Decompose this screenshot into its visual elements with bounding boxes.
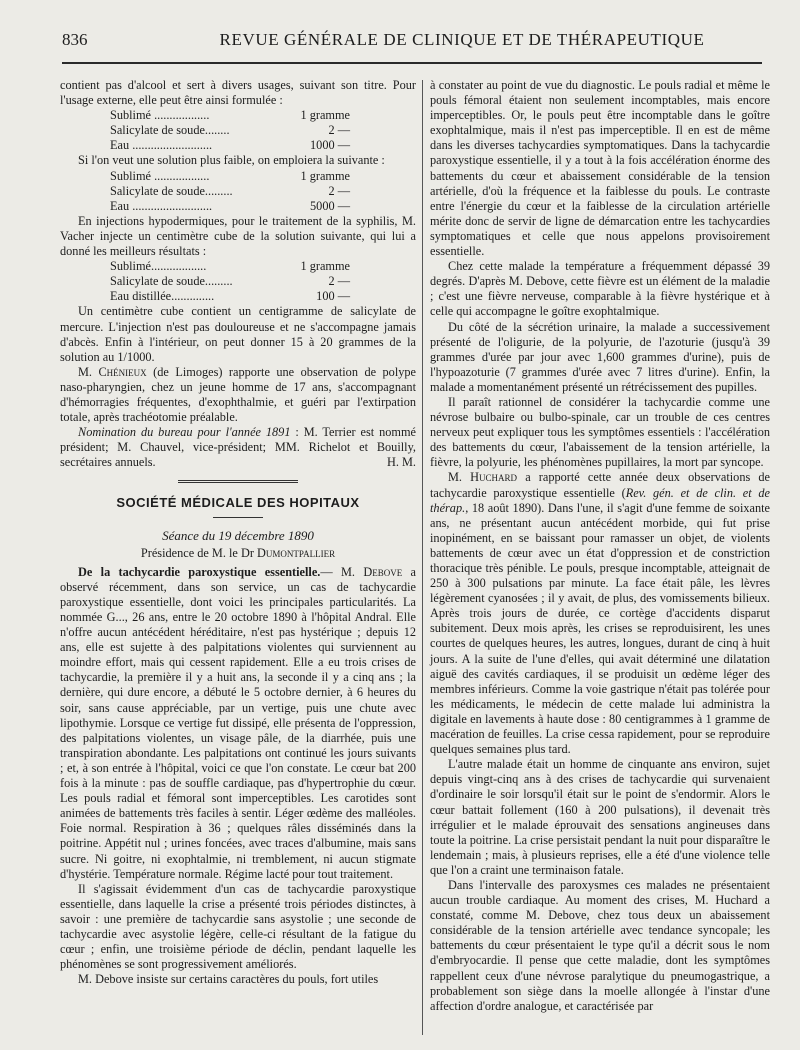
paragraph: Si l'on veut une solution plus faible, on emploiera la suivante :	[78, 153, 385, 168]
formula-row: Eau .......................... 5000 —	[110, 198, 350, 213]
author-name: M. Chénieux	[78, 364, 147, 379]
header-rule	[62, 62, 762, 64]
paragraph: L'autre malade était un homme de cinquante ans environ, sujet depuis vingt-cinq ans à des crises de tachycardie qui survenaient d'ordinaire le soir lorsqu'il était sur le point de s'endormir. Alors le cœur battait follement (160 à 200 pulsations), il devenait très irrégulier et le malade éprouvait des sensations angineuses dans toute la poitrine. La crise persistait pendant la nuit pour disparaître le lendemain ; mais, à plusieurs reprises, elle a été d'une violence telle que l'on a craint une terminaison fatale.	[430, 757, 770, 877]
right-column	[430, 78, 770, 1014]
paragraph: M. Chénieux (de Limoges) rapporte une observation de polype naso-pharyngien, chez un jeune homme de 17 ans, s'accompagnant d'hémorragies fréquentes, d'exophthalmie, et guéri par l'extirpation totale, après trachéotomie préalable.	[60, 364, 416, 425]
running-title: REVUE GÉNÉRALE DE CLINIQUE ET DE THÉRAPEUTIQUE	[219, 30, 705, 49]
formula-row: Sublimé.................. 1 gramme	[110, 259, 350, 274]
paragraph: Dans l'intervalle des paroxysmes ces malades ne présentaient aucun trouble cardiaque. Au moment des crises, M. Huchard a constaté, comme M. Debove, chez tous deux un abaissement considérable de la tension artérielle avec tendance syncopale; les battements du cœur présentaient le type qu'il a décrit sous le nom d'embryocardie. Il pense que cette maladie, dont les symptômes rappellent ceux d'une névrose paralytique du pneumogastrique, a probablement son siège dans la moelle allongée à l'instar d'une affection d'ordre analogue, et caractérisée par	[430, 877, 770, 1013]
paragraph: M. Debove insiste sur certains caractères du pouls, fort utiles	[78, 972, 379, 987]
formula-row: Salicylate de soude......... 2 —	[110, 183, 350, 198]
page-number: 836	[62, 30, 88, 49]
paragraph: Chez cette malade la température a fréquemment dépassé 39 degrés. D'après M. Debove, cette fièvre est un élément de la maladie ; c'est une fièvre nerveuse, comparable à la fièvre hystérique et à celle qui accompagne le goître exophtalmique.	[430, 259, 770, 319]
formula-row: Eau .......................... 1000 —	[110, 138, 350, 153]
formula-row: Sublimé .................. 1 gramme	[110, 168, 350, 183]
italic-heading: Nomination du bureau pour l'année 1891	[78, 425, 291, 440]
left-column	[60, 78, 416, 987]
paragraph: En injections hypodermiques, pour le traitement de la syphilis, M. Vacher injecte un centimètre cube de la solution suivante, qui lui a donné les meilleurs résultats :	[60, 213, 416, 259]
article-title: De la tachycardie paroxystique essentielle.	[78, 564, 321, 579]
section-rule	[178, 480, 298, 483]
page-header	[62, 28, 762, 54]
formula-weak	[110, 169, 350, 214]
presidence: Présidence de M. le Dr Dumontpallier	[140, 545, 336, 560]
president-name: Dumontpallier	[257, 545, 336, 560]
paragraph: Du côté de la sécrétion urinaire, la malade a successivement présenté de l'oligurie, de la polyurie, de l'azoturie (jusqu'à 39 grammes d'urée par jour avec 1,600 grammes d'urine), puis de l'hypoazoturie (7 grammes d'urée avec 7 litres d'urine). Enfin, la malade a momentanément présenté un rétrécissement des pupilles.	[430, 319, 770, 394]
session-date: Séance du 19 décembre 1890	[162, 527, 314, 543]
formula-row: Salicylate de soude........ 2 —	[110, 123, 350, 138]
section-title: SOCIÉTÉ MÉDICALE DES HOPITAUX	[116, 495, 360, 511]
formula-row: Eau distillée.............. 100 —	[110, 289, 350, 304]
paragraph: Nomination du bureau pour l'année 1891 : M. Terrier est nommé président; M. Chauvel, vice-président; MM. Richelot et Bouilly, secrétaires annuels. H. M.	[60, 425, 416, 470]
section-small-rule	[213, 517, 263, 518]
signature: H. M.	[386, 455, 416, 470]
paragraph: De la tachycardie paroxystique essentielle.— M. Debove a observé récemment, dans son service, un cas de tachycardie paroxystique essentielle, dont voici les principales particularités. La nommée G..., 26 ans, entre le 20 octobre 1890 à l'hôpital Andral. Elle n'offre aucun antécédent héréditaire, n'est pas hystérique ; depuis 12 ans, elle est sujette à des palpitations violentes qui surviennent au moindre effort, mais qui cessent rapidement. Elle a eu trois crises de tachycardie, la première il y a huit ans, la seconde il y a cinq ans ; la dernière, qui dure encore, a débuté le 5 octobre dernier, à 6 heures du soir, sans cause appréciable, par un vertige, puis une chute avec lipothymie. Lorsque ce vertige fut dissipé, elle présenta de l'oppression, des palpitations violentes, un visage pâle, de la diarrhée, puis une transpiration abondante. Les palpitations ont continué les jours suivants ; et, à son entrée à l'hôpital, voici ce que l'on constate. Le cœur bat 200 fois à la minute : pas de souffle cardiaque, pas d'hypertrophie du cœur. Les pouls radial et fémoral sont imperceptibles. Les carotides sont animées de battements très faciles à sentir. Léger œdème des malléoles. Foie normal. Respiration à 36 ; quelques râles disséminés dans la poitrine. Appétit nul ; urines foncées, avec traces d'albumine, mais sans sucre. Ni goitre, ni exophtalmie, ni tremblement, ni aucun stigmate d'hystérie. Température normale. Régime lacté pour tout traitement.	[60, 564, 416, 881]
paragraph: contient pas d'alcool et sert à divers usages, suivant son titre. Pour l'usage externe, elle peut être ainsi formulée :	[60, 78, 416, 108]
formula-external	[110, 108, 350, 153]
author-name: M. Huchard	[448, 470, 518, 485]
column-divider	[422, 80, 423, 1035]
paragraph: à constater au point de vue du diagnostic. Le pouls radial et même le pouls fémoral étaient non seulement incomptables, mais encore imperceptibles. Or, le pouls peut être incomptable dans le goître exophtalmique, mais il n'est pas imperceptible. Il en est de même dans les diverses tachycardies symptomatiques. Dans la tachycardie paroxystique essentielle, il y a tout à la fois accélération énorme des battements du cœur et abaissement considérable de la tension artérielle, d'où la fréquence et la faiblesse du pouls. Le contraste entre l'énergie du cœur et la faiblesse de la circulation artérielle mérite donc de servir de ligne de démarcation entre les tachycardies symptomatiques et celle que nous appelons provisoirement essentielle.	[430, 78, 770, 259]
formula-row: Sublimé .................. 1 gramme	[110, 108, 350, 123]
formula-row: Salicylate de soude......... 2 —	[110, 274, 350, 289]
citation: Rev. gén. et de clin. et de thérap.	[430, 485, 770, 515]
paragraph: Il s'agissait évidemment d'un cas de tachycardie paroxystique essentielle, dans laquelle la crise a présenté trois périodes distinctes, à savoir : une première de tachycardie sans asystolie ; une seconde de tachycardie avec asystolie légère, celle-ci résultant de la fatigue du cœur ; enfin, une troisième période de déclin, pendant laquelle les phénomènes se sont progressivement améliorés.	[60, 881, 416, 972]
paragraph: Il paraît rationnel de considérer la tachycardie comme une névrose bulbaire ou bulbo-spinale, car un trouble de ces centres nerveux peut expliquer tous les symptômes essentiels : l'accélération des battements du cœur, l'abaissement de la tension artérielle, la fièvre, la polyurie, les phénomènes pupillaires, la mort par syncope.	[430, 394, 770, 470]
paragraph: M. Huchard a rapporté cette année deux observations de tachycardie paroxystique essentielle (Rev. gén. et de clin. et de thérap., 18 août 1890). Dans l'une, il s'agit d'une femme de soixante ans, ne présentant aucun antécédent morbide, qui fut prise inopinément, en se baissant pour ramasser un objet, de violents battements de cœur avec un état d'oppression et de constriction thoracique très pénible. Le pouls, presque incomptable, atteignait de 250 à 300 pulsations par minute. La face était pâle, les lèvres légèrement cyanosées ; il y avait, de plus, des vomissements bilieux. Après trois jours de durée, ce cortège d'accidents disparut subitement. Deux mois après, les crises se reproduisirent, les unes courtes de quelques heures, les autres, longues, durant de cinq à huit jours. A la suite de l'une d'elles, qui avait déterminé une dilatation aiguë des cavités cardiaques, il se produisit un œdème léger des membres inférieurs. Comme la voie gastrique n'était pas tolérée pour les médicaments, le médecin de cette malade lui administra la digitale en lavements à haute dose : 80 centigrammes à 1 gramme de macération de feuilles. La crise cessa rapidement, pour se reproduire quelques semaines plus tard.	[430, 470, 771, 757]
paragraph: Un centimètre cube contient un centigramme de salicylate de mercure. L'injection n'est pas douloureuse et ne s'accompagne jamais d'abcès. Enfin à l'intérieur, on peut donner 15 à 20 grammes de la solution au 1/1000.	[60, 304, 416, 364]
formula-injection	[110, 259, 350, 304]
